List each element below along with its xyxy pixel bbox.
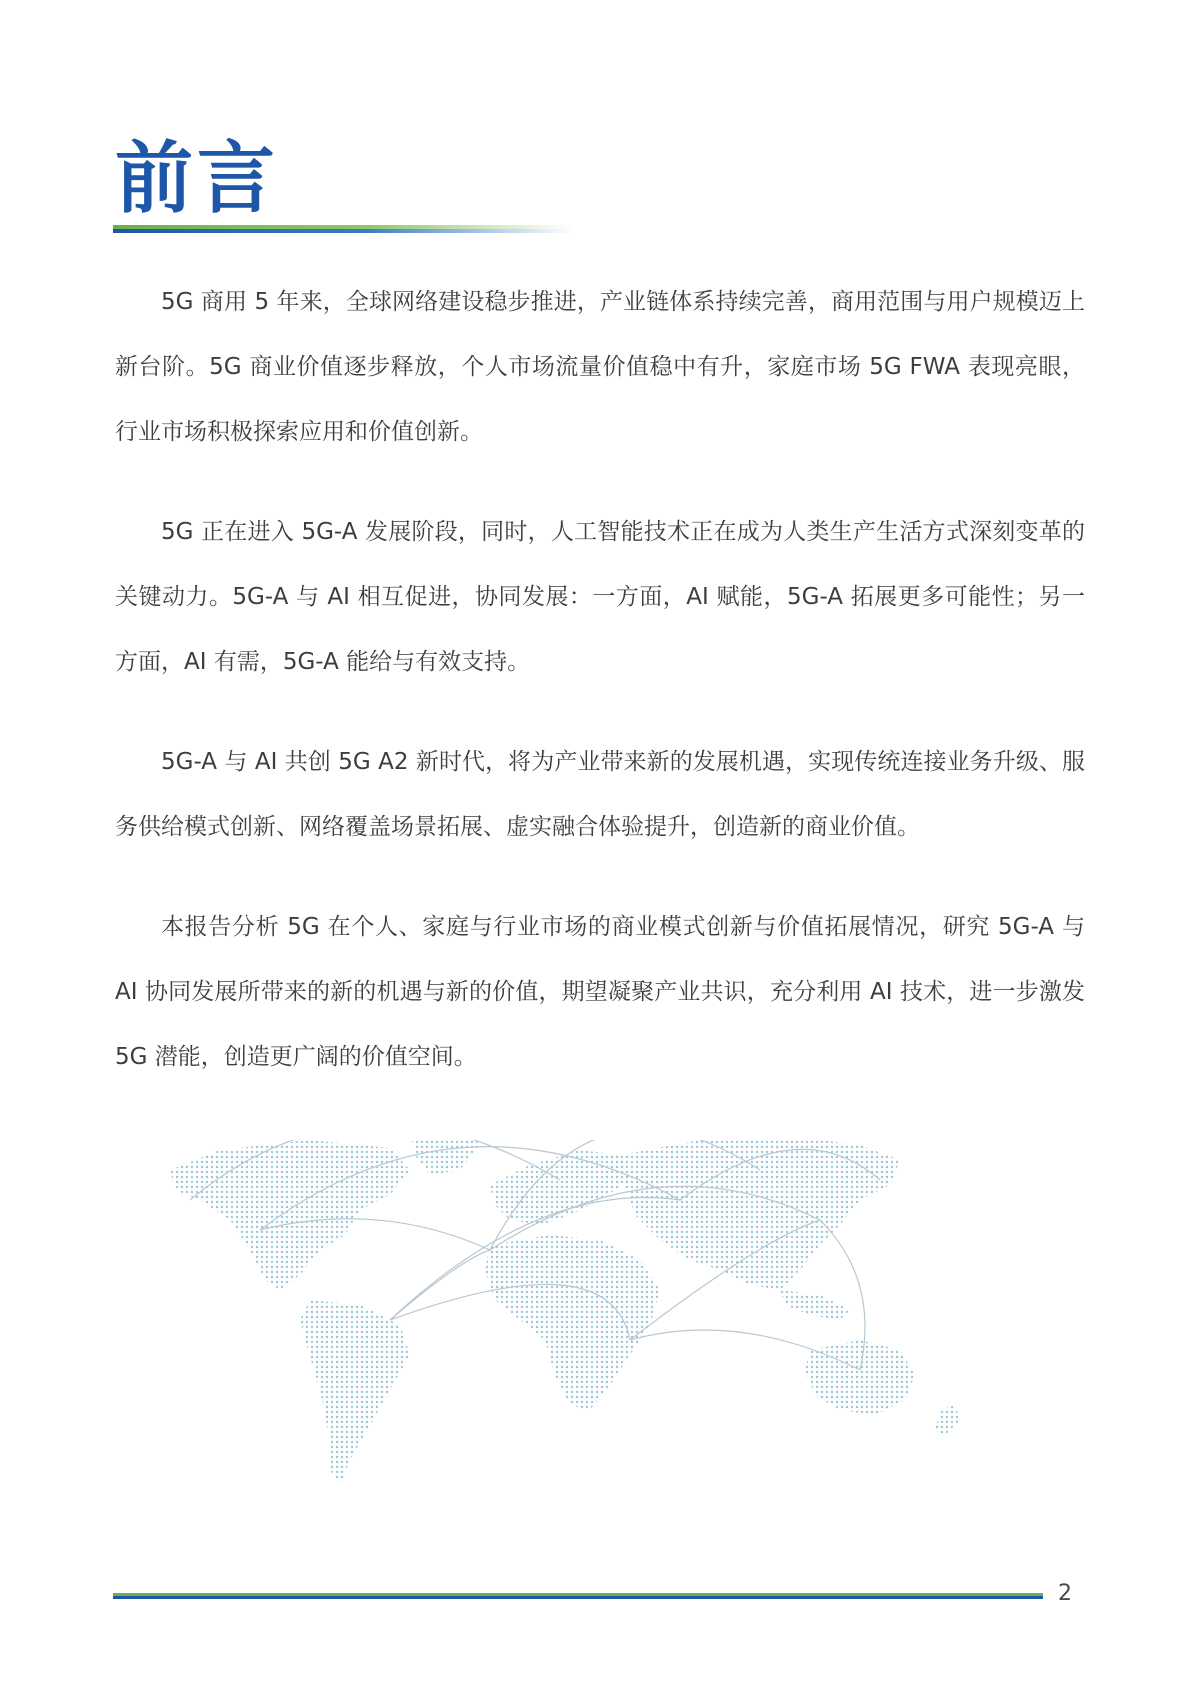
continent-north-america [170, 1140, 410, 1290]
continent-south-america [300, 1300, 410, 1485]
continent-australia [805, 1340, 915, 1415]
continent-greenland [410, 1140, 480, 1175]
paragraph-1: 5G 商用 5 年来，全球网络建设稳步推进，产业链体系持续完善，商用范围与用户规模迈上新台阶。5G 商业价值逐步释放，个人市场流量价值稳中有升，家庭市场 5G FWA 表现亮眼，行业市场积极探索应用和价值创新。 [115, 289, 1085, 445]
title-underline [113, 225, 573, 233]
page-number: 2 [1058, 1581, 1072, 1606]
continent-asia [620, 1140, 900, 1290]
continent-africa [485, 1235, 660, 1410]
continent-southeast-asia [780, 1290, 850, 1320]
continent-new-zealand [935, 1405, 960, 1435]
paragraph-3: 5G-A 与 AI 共创 5G A2 新时代，将为产业带来新的发展机遇，实现传统连接业务升级、服务供给模式创新、网络覆盖场景拓展、虚实融合体验提升，创造新的商业价值。 [115, 749, 1085, 840]
world-map-icon [160, 1140, 1040, 1540]
page-title: 前言 [115, 134, 280, 224]
main-content [115, 270, 1085, 1125]
paragraph-2: 5G 正在进入 5G-A 发展阶段，同时，人工智能技术正在成为人类生产生活方式深刻变革的关键动力。5G-A 与 AI 相互促进，协同发展：一方面，AI 赋能，5G-A 拓展更多可能性；另一方面，AI 有需，5G-A 能给与有效支持。 [115, 519, 1085, 675]
footer-bar [113, 1593, 1043, 1599]
paragraph-4: 本报告分析 5G 在个人、家庭与行业市场的商业模式创新与价值拓展情况，研究 5G-A 与 AI 协同发展所带来的新的机遇与新的价值，期望凝聚产业共识，充分利用 AI 技术，进一步激发 5G 潜能，创造更广阔的价值空间。 [115, 914, 1085, 1070]
